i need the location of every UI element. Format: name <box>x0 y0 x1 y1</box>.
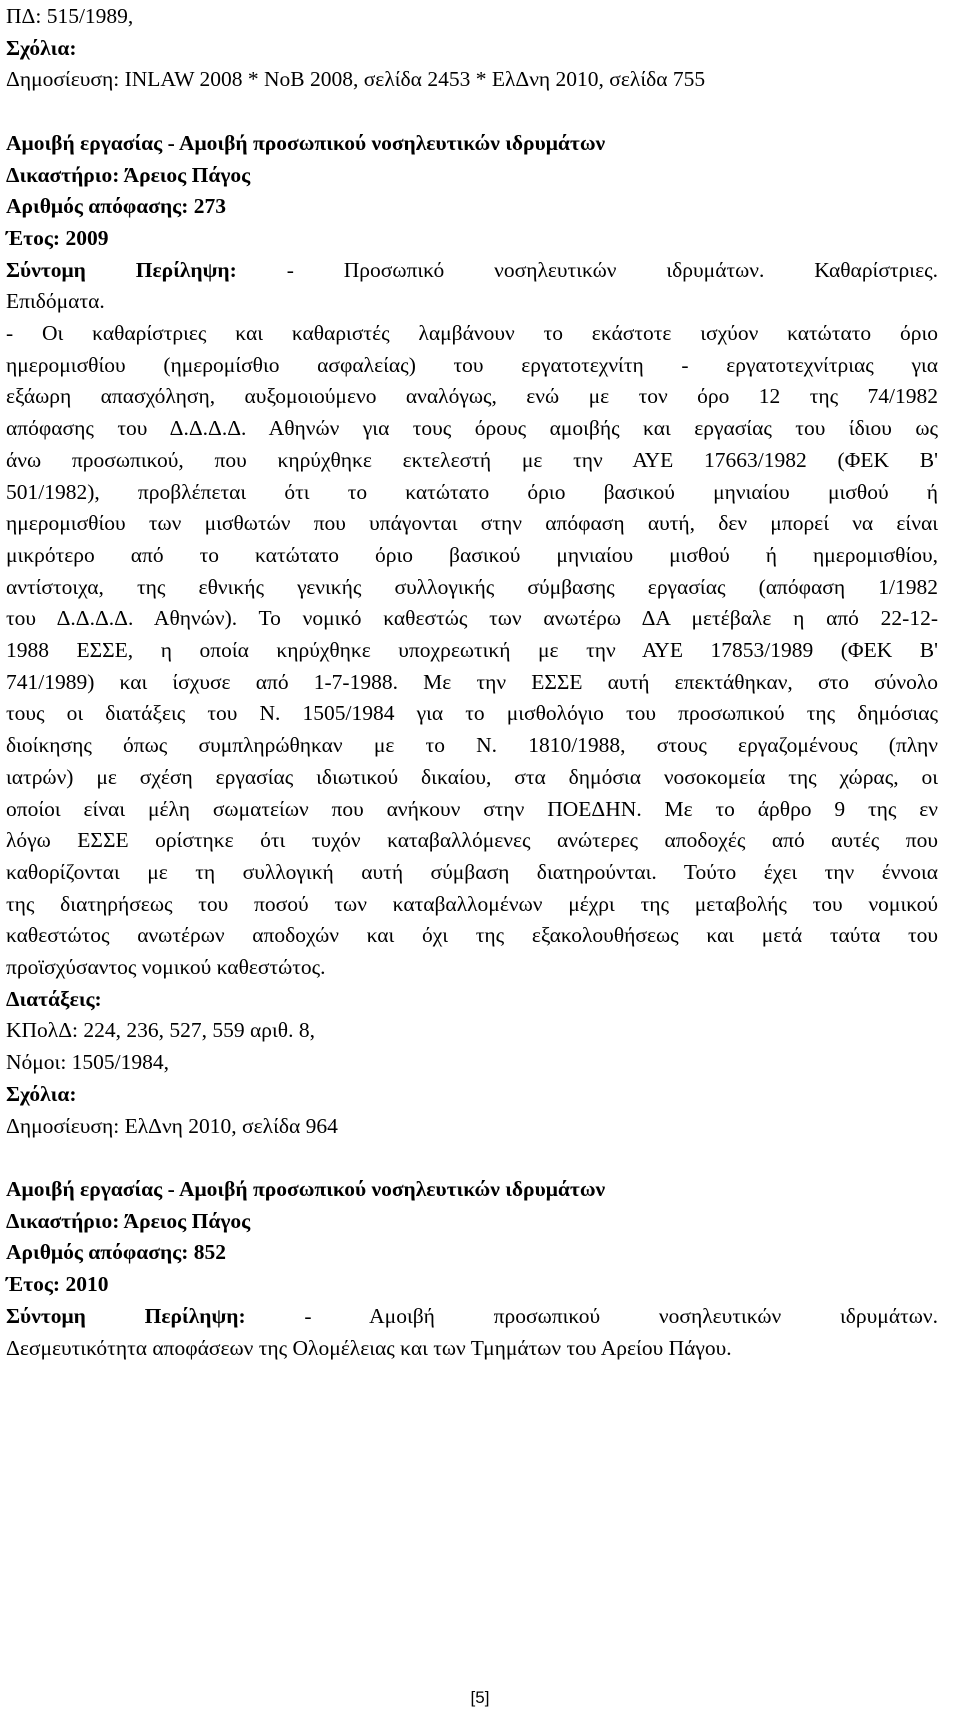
body-line: διοίκησης όπως συμπληρώθηκαν με το Ν. 1810/1988, στους εργαζομένους (πλην <box>6 733 938 758</box>
summary-label: Σύντομη Περίληψη: <box>6 257 237 282</box>
case-court: Δικαστήριο: Άρειος Πάγος <box>6 1208 251 1233</box>
document-page <box>6 1 938 1364</box>
body-line: εξάωρη απασχόληση, αυξομοιούμενο αναλόγως, ενώ με τον όρο 12 της 74/1982 <box>6 384 938 409</box>
body-line: καθορίζονται με τη συλλογική αυτή σύμβαση διατηρούνται. Τούτο έχει την έννοια <box>6 859 938 884</box>
case-summary-body <box>6 318 938 984</box>
body-line: του Δ.Δ.Δ.Δ. Αθηνών). Το νομικό καθεστώς των ανωτέρω ΔΑ μετέβαλε η από 22-12- <box>6 606 938 631</box>
body-line: άνω προσωπικού, που κηρύχθηκε εκτελεστή με την ΑΥΕ 17663/1982 (ΦΕΚ Β' <box>6 447 938 472</box>
body-line: τους οι διατάξεις του Ν. 1505/1984 για το μισθολόγιο του προσωπικού της δημόσιας <box>6 701 938 726</box>
spacer <box>6 96 938 128</box>
body-line: ημερομισθίου των μισθωτών που υπάγονται στην απόφαση αυτή, δεν μπορεί να είναι <box>6 511 938 536</box>
summary-intro-text: - Αμοιβή προσωπικού νοσηλευτικών ιδρυμάτων. <box>245 1303 938 1328</box>
pd-line: ΠΔ: 515/1989, <box>6 4 134 28</box>
page-number: [5] <box>470 1688 490 1707</box>
body-line: ιατρών) με σχέση εργασίας ιδιωτικού δικαίου, στα δημόσια νοσοκομεία της χώρας, οι <box>6 764 938 789</box>
spacer <box>6 1142 938 1174</box>
summary-intro-text: - Προσωπικό νοσηλευτικών ιδρυμάτων. Καθαρίστριες. <box>236 257 938 282</box>
case-year: Έτος: 2009 <box>6 225 109 250</box>
case-summary-intro2: Επιδόματα. <box>6 289 105 314</box>
publication-line: Δημοσίευση: ΕλΔνη 2010, σελίδα 964 <box>6 1113 338 1138</box>
scholia-label: Σχόλια: <box>6 35 77 60</box>
provision-line: Νόμοι: 1505/1984, <box>6 1050 170 1075</box>
case-year: Έτος: 2010 <box>6 1272 109 1297</box>
body-line: 741/1989) και ίσχυσε από 1-7-1988. Με την ΕΣΣΕ αυτή επεκτάθηκαν, στο σύνολο <box>6 669 938 694</box>
provisions-label: Διατάξεις: <box>6 986 102 1011</box>
summary-label: Σύντομη Περίληψη: <box>6 1303 246 1328</box>
body-line: 501/1982), προβλέπεται ότι το κατώτατο όριο βασικού μηνιαίου μισθού ή <box>6 479 938 504</box>
body-line: οποίοι είναι μέλη σωματείων που ανήκουν στην ΠΟΕΔΗΝ. Με το άρθρο 9 της εν <box>6 796 938 821</box>
case-title: Αμοιβή εργασίας - Αμοιβή προσωπικού νοσηλευτικών ιδρυμάτων <box>6 1176 606 1201</box>
scholia-label: Σχόλια: <box>6 1081 77 1106</box>
body-line: ημερομισθίου (ημερομίσθιο ασφαλείας) του εργατοτεχνίτη - εργατοτεχνίτριας για <box>6 352 938 377</box>
case-summary-intro <box>6 1301 938 1333</box>
body-line: προϊσχύσαντος νομικού καθεστώτος. <box>6 955 326 980</box>
body-line: λόγω ΕΣΣΕ ορίστηκε ότι τυχόν καταβαλλόμενες ανώτερες αποδοχές από αυτές που <box>6 828 938 853</box>
case-decision-number: Αριθμός απόφασης: 852 <box>6 1240 227 1265</box>
case-court: Δικαστήριο: Άρειος Πάγος <box>6 162 251 187</box>
publication-line: Δημοσίευση: INLAW 2008 * ΝοΒ 2008, σελίδα 2453 * ΕλΔνη 2010, σελίδα 755 <box>6 67 706 92</box>
body-line: - Οι καθαρίστριες και καθαριστές λαμβάνουν το εκάστοτε ισχύον κατώτατο όριο <box>6 321 938 346</box>
provision-line: ΚΠολΔ: 224, 236, 527, 559 αριθ. 8, <box>6 1018 315 1043</box>
body-line: καθεστώτος ανωτέρων αποδοχών και όχι της εξακολουθήσεως και μετά ταύτα του <box>6 923 938 948</box>
body-line: αντίστοιχα, της εθνικής γενικής συλλογικής σύμβασης εργασίας (απόφαση 1/1982 <box>6 574 938 599</box>
case-summary-intro2: Δεσμευτικότητα αποφάσεων της Ολομέλειας και των Τμημάτων του Αρείου Πάγου. <box>6 1335 732 1360</box>
body-line: μικρότερο από το κατώτατο όριο βασικού μηνιαίου μισθού ή ημερομισθίου, <box>6 542 938 567</box>
body-line: 1988 ΕΣΣΕ, η οποία κηρύχθηκε υποχρεωτική με την ΑΥΕ 17853/1989 (ΦΕΚ Β' <box>6 638 938 663</box>
body-line: της διατηρήσεως του ποσού των καταβαλλομένων μέχρι της μεταβολής του νομικού <box>6 891 938 916</box>
case-decision-number: Αριθμός απόφασης: 273 <box>6 194 227 219</box>
case-title: Αμοιβή εργασίας - Αμοιβή προσωπικού νοσηλευτικών ιδρυμάτων <box>6 130 606 155</box>
case-summary-intro <box>6 255 938 287</box>
body-line: απόφασης του Δ.Δ.Δ.Δ. Αθηνών για τους όρους αμοιβής και εργασίας του ίδιου ως <box>6 416 938 441</box>
